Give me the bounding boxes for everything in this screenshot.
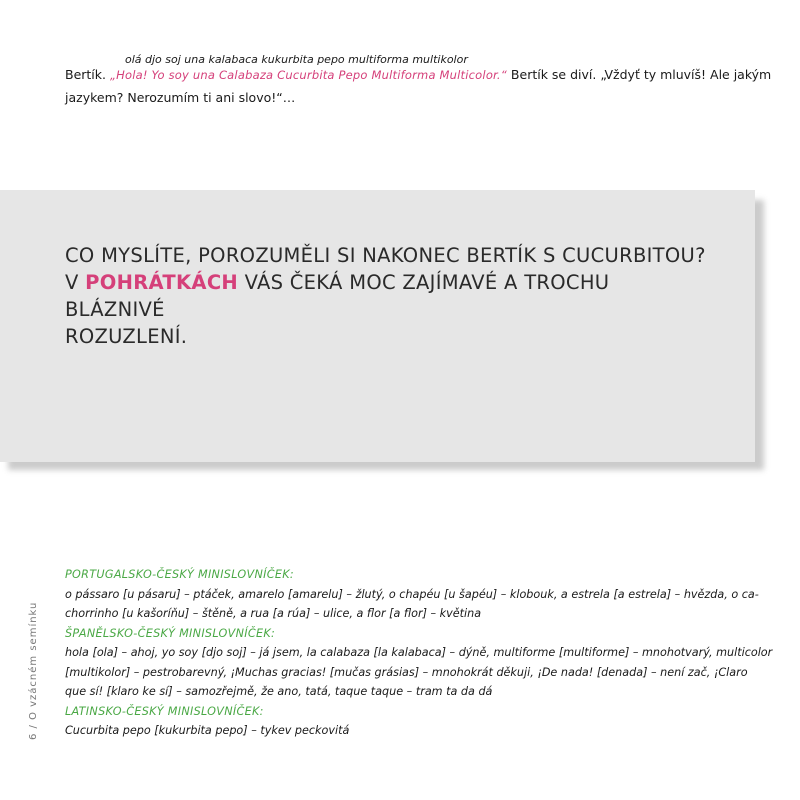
page-footer-vertical: 6 / O vzácném semínku [28,601,39,740]
callout-line-2 [65,269,715,323]
glossary-line: Cucurbita pepo [kukurbita pepo] – tykev peckovitá [65,724,350,737]
pronunciation-hint: olá djo soj una kalabaca kukurbita pepo multiforma multikolor [125,53,468,66]
glossary-line: chorrinho [u kašoríňu] – štěně, a rua [a rúa] – ulice, a flor [a flor] – květina [65,607,482,620]
glossary-line: [multikolor] – pestrobarevný, ¡Muchas gracias! [mučas grásias] – mnohokrát děkuji, ¡De nada! [denada] – není zač, ¡Claro [65,665,748,679]
callout-highlight: POHRÁTKÁCH [85,271,239,294]
glossary-heading-latin: LATINSKO-ČESKÝ MINISLOVNÍČEK: [65,704,264,718]
callout-text [65,242,715,350]
story-name: Bertík. [65,67,106,82]
glossary-line: hola [ola] – ahoj, yo soy [djo soj] – já jsem, la calabaza [la kalabaca] – dýně, multiforme [multiforme] – mnohotvarý, multicolor [65,646,773,659]
glossary-heading-spanish: ŠPANĚLSKO-ČESKÝ MINISLOVNÍČEK: [65,626,276,640]
story-line-1 [65,65,771,85]
callout-line-2-post: VÁS ČEKÁ MOC ZAJÍMAVÉ A TROCHU BLÁZNIVÉ [65,271,610,321]
story-line-1-rest: Bertík se diví. „Vždyť ty mluvíš! Ale jakým [510,67,772,82]
story-line-2: jazykem? Nerozumím ti ani slovo!“… [65,90,296,105]
callout-line-3: ROZUZLENÍ. [65,325,188,348]
callout-line-2-pre: V [65,271,79,294]
glossary-heading-portuguese: PORTUGALSKO-ČESKÝ MINISLOVNÍČEK: [65,568,294,581]
glossary-line: que sí! [klaro ke sí] – samozřejmě, že ano, tatá, taque taque – tram ta da dá [65,685,493,698]
glossary-line: o pássaro [u pásaru] – ptáček, amarelo [amarelu] – žlutý, o chapéu [u šapéu] – klobouk, a estrela [a estrela] – hvězda, o ca- [65,587,759,601]
callout-line-1: CO MYSLÍTE, POROZUMĚLI SI NAKONEC BERTÍK S CUCURBITOU? [65,244,706,267]
story-quote: „Hola! Yo soy una Calabaza Cucurbita Pepo Multiforma Multicolor.“ [109,68,507,82]
glossary [65,565,773,741]
